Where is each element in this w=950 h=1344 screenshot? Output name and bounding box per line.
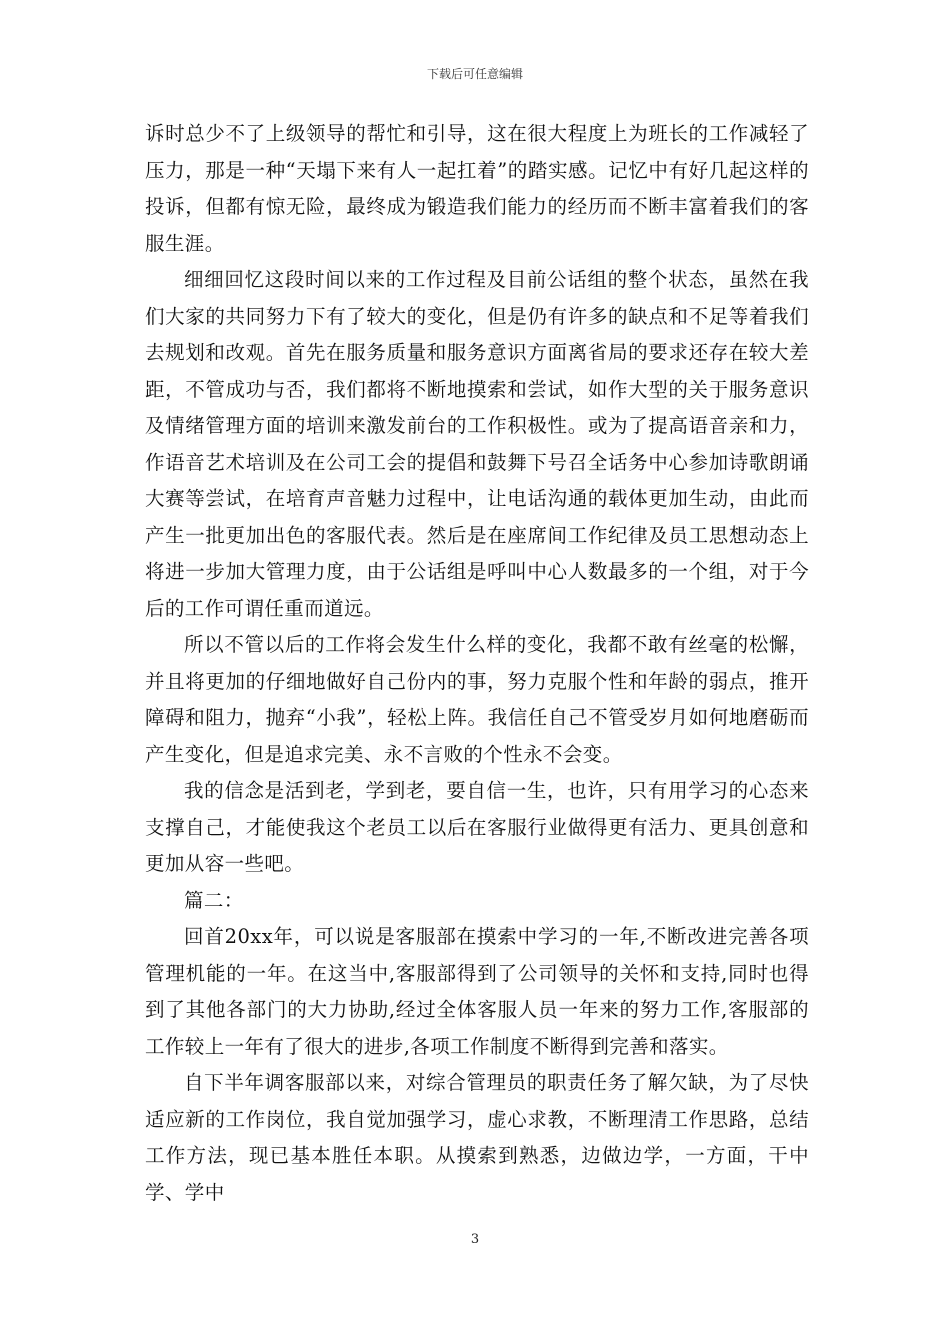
paragraph-commitment: 所以不管以后的工作将会发生什么样的变化，我都不敢有丝毫的松懈，并且将更加的仔细地做好自己份内的事，努力克服个性和年龄的弱点，推开障碍和阻力，抛弃“小我”，轻松上阵。我信任自己不管受岁月如何地磨砺而产生变化，但是追求完美、永不言败的个性永不会变。 [145,633,809,766]
paragraph-belief: 我的信念是活到老，学到老，要自信一生，也许，只有用学习的心态来支撑自己，才能使我这个老员工以后在客服行业做得更有活力、更具创意和更加从容一些吧。 [145,779,809,875]
document-body [145,116,809,1211]
section-heading: 篇二： [184,888,244,912]
page-header: 下载后可任意编辑 [426,67,523,81]
paragraph-year-review: 回首20xx年，可以说是客服部在摸索中学习的一年,不断改进完善各项管理机能的一年。在这当中,客服部得到了公司领导的关怀和支持,同时也得到了其他各部门的大力协助,经过全体客服人员一年来的努力工作,客服部的工作较上一年有了很大的进步,各项工作制度不断得到完善和落实。 [145,925,809,1058]
paragraph-continuation: 诉时总少不了上级领导的帮忙和引导，这在很大程度上为班长的工作减轻了压力，那是一种“天塌下来有人一起扛着”的踏实感。记忆中有好几起这样的投诉，但都有惊无险，最终成为锻造我们能力的经历而不断丰富着我们的客服生涯。 [145,122,809,255]
page-number: 3 [470,1232,480,1247]
paragraph-new-role: 自下半年调客服部以来，对综合管理员的职责任务了解欠缺，为了尽快适应新的工作岗位，我自觉加强学习，虚心求教，不断理清工作思路，总结工作方法，现已基本胜任本职。从摸索到熟悉，边做边学，一方面，干中学、学中 [145,1071,809,1204]
paragraph-reflection: 细细回忆这段时间以来的工作过程及目前公话组的整个状态，虽然在我们大家的共同努力下有了较大的变化，但是仍有许多的缺点和不足等着我们去规划和改观。首先在服务质量和服务意识方面离省局的要求还存在较大差距，不管成功与否，我们都将不断地摸索和尝试，如作大型的关于服务意识及情绪管理方面的培训来激发前台的工作积极性。或为了提高语音亲和力，作语音艺术培训及在公司工会的提倡和鼓舞下号召全话务中心参加诗歌朗诵大赛等尝试，在培育声音魅力过程中，让电话沟通的载体更加生动，由此而产生一批更加出色的客服代表。然后是在座席间工作纪律及员工思想动态上将进一步加大管理力度，由于公话组是呼叫中心人数最多的一个组，对于今后的工作可谓任重而道远。 [145,268,809,620]
